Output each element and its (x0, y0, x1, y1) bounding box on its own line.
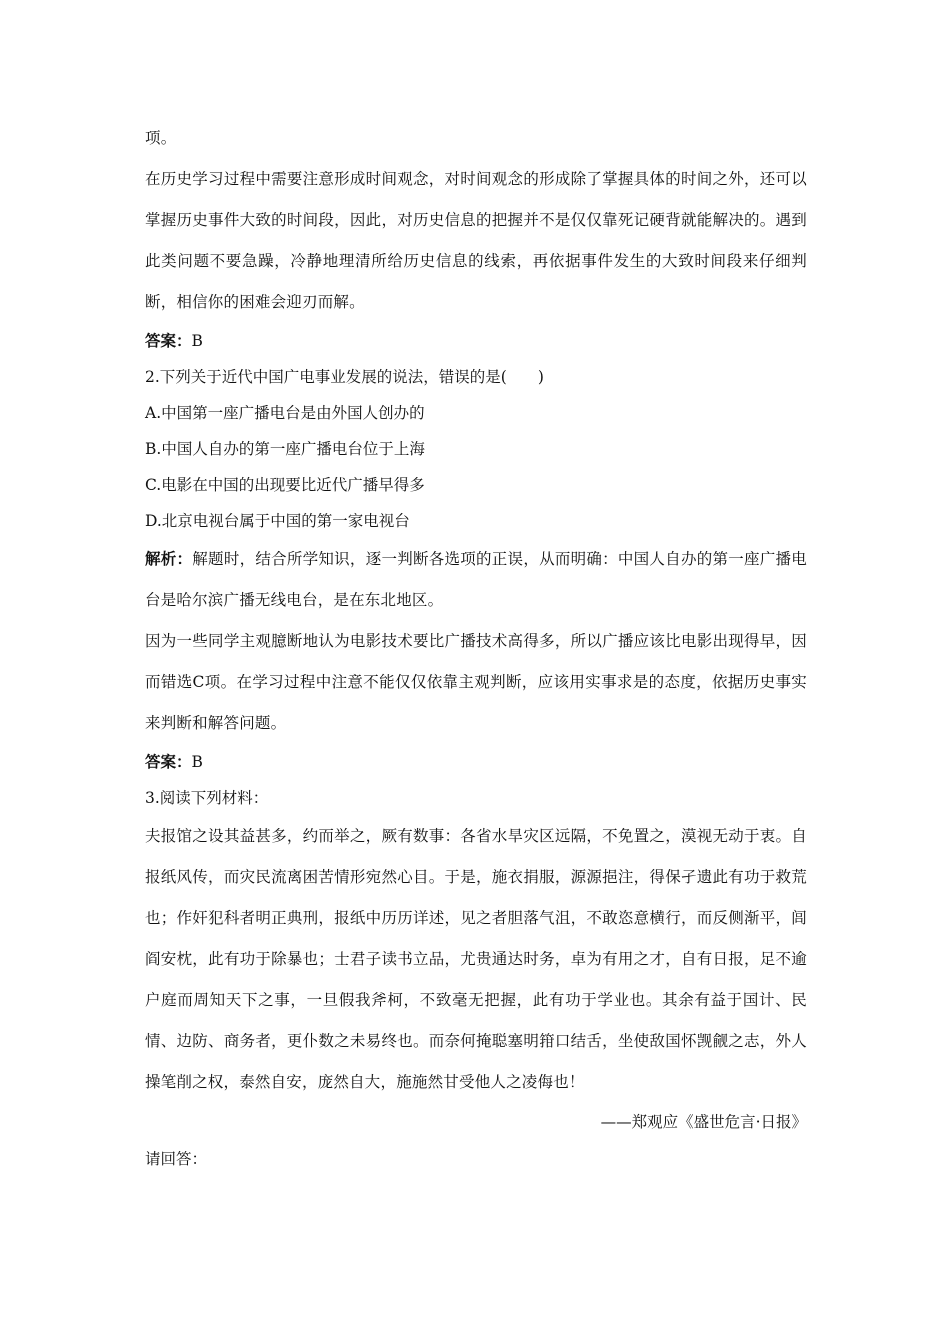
document-body (145, 118, 807, 1177)
option-a: A.中国第一座广播电台是由外国人创办的 (145, 404, 425, 422)
answer-label: 答案： (145, 753, 192, 771)
answer-2 (145, 744, 807, 780)
answer-prompt: 请回答： (145, 1150, 208, 1168)
answer-label: 答案： (145, 332, 192, 350)
option-b: B.中国人自办的第一座广播电台位于上海 (145, 440, 425, 458)
material-attribution: ——郑观应《盛世危言·日报》 (600, 1113, 807, 1131)
analysis-text: 解题时，结合所学知识，逐一判断各选项的正误，从而明确：中国人自办的第一座广播电台是哈尔滨广播无线电台，是在东北地区。 (145, 550, 807, 609)
answer-1 (145, 323, 807, 359)
explanation-paragraph: 在历史学习过程中需要注意形成时间观念，对时间观念的形成除了掌握具体的时间之外，还可以掌握历史事件大致的时间段，因此，对历史信息的把握并不是仅仅靠死记硬背就能解决的。遇到此类问题不要急躁，冷静地理清所给历史信息的线索，再依据事件发生的大致时间段来仔细判断，相信你的困难会迎刃而解。 (145, 170, 807, 311)
question-3: 3.阅读下列材料： (145, 789, 269, 807)
answer-value: B (191, 332, 203, 350)
analysis-label: 解析： (145, 550, 193, 568)
option-c: C.电影在中国的出现要比近代广播早得多 (145, 476, 425, 494)
option-d: D.北京电视台属于中国的第一家电视台 (145, 512, 410, 530)
source-material: 夫报馆之设其益甚多，约而举之，厥有数事：各省水旱灾区远隔，不免置之，漠视无动于衷。自报纸风传，而灾民流离困苦情形宛然心目。于是，施衣捐服，源源挹注，得保孑遗此有功于救荒也；作奸犯科者明正典刑，报纸中历历详述，见之者胆落气沮，不敢恣意横行，而反侧渐平，闾阎安枕，此有功于除暴也；士君子读书立品，尤贵通达时务，卓为有用之才，自有日报，足不逾户庭而周知天下之事，一旦假我斧柯，不致毫无把握，此有功于学业也。其余有益于国计、民情、边防、商务者，更仆数之未易终也。而奈何掩聪塞明箝口结舌，坐使敌国怀觊觎之志，外人操笔削之权，泰然自安，庞然自大，施施然甘受他人之凌侮也！ (145, 827, 807, 1091)
analysis-paragraph-2: 因为一些同学主观臆断地认为电影技术要比广播技术高得多，所以广播应该比电影出现得早，因而错选C项。在学习过程中注意不能仅仅依靠主观判断，应该用实事求是的态度，依据历史事实来判断和解答问题。 (145, 632, 807, 732)
continuation-line: 项。 (145, 129, 177, 147)
question-2: 2.下列关于近代中国广电事业发展的说法，错误的是( ) (145, 368, 544, 386)
analysis-paragraph (145, 539, 807, 621)
answer-value: B (191, 753, 203, 771)
